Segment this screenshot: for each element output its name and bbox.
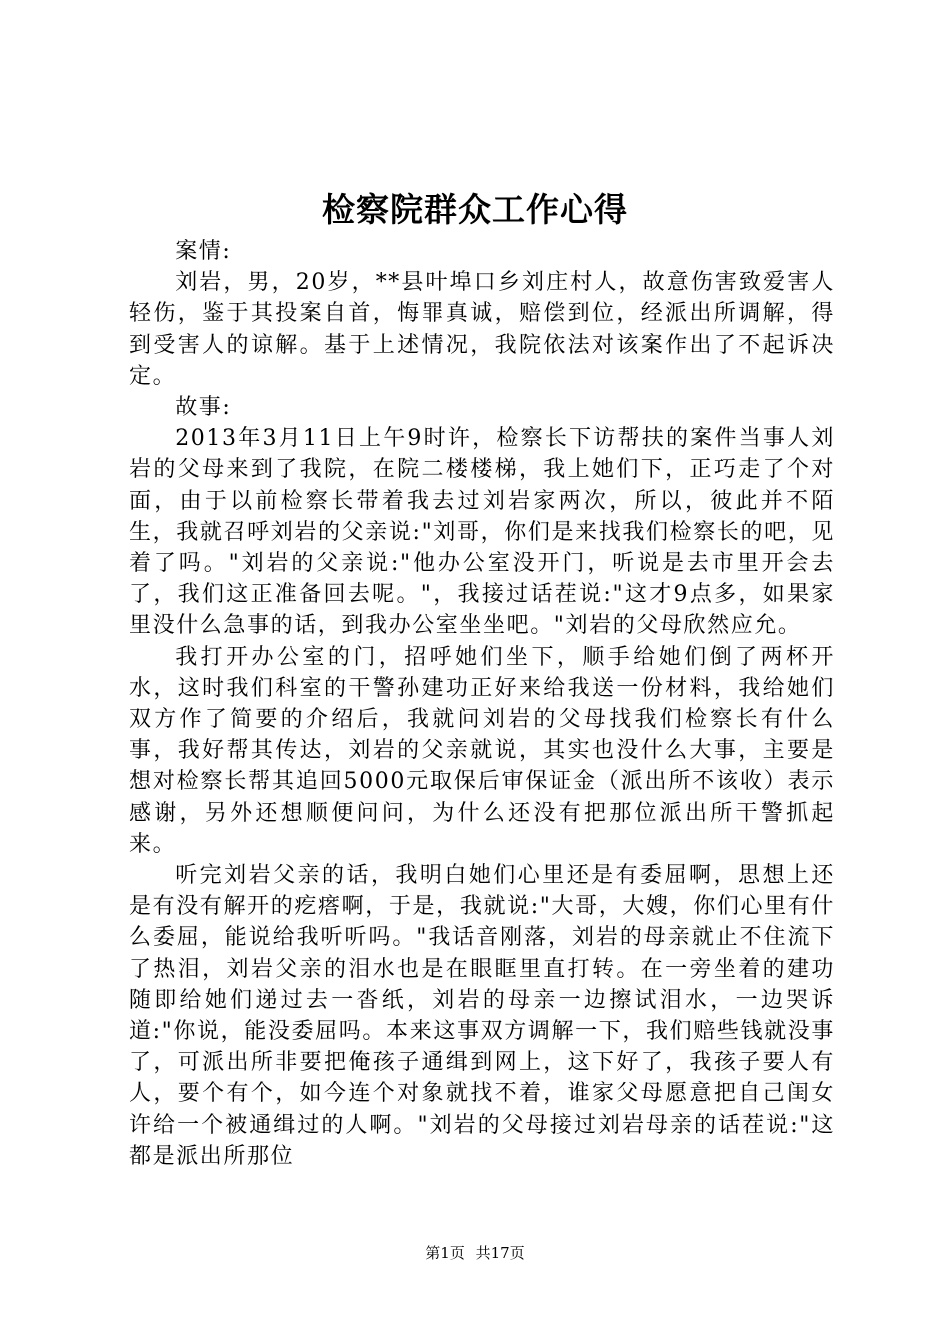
page-total: 共17页 xyxy=(475,1244,525,1262)
paragraph-story-heading: 故事: xyxy=(175,395,232,421)
paragraph-case-summary: 刘岩，男，20岁，**县叶埠口乡刘庄村人，故意伤害致爱害人轻伤，鉴于其投案自首，悔罪真诚，赔偿到位，经派出所调解，得到受害人的谅解。基于上述情况，我院依法对该案作出了不起诉决定。 xyxy=(129,270,835,389)
page-number: 第1页 xyxy=(425,1244,465,1262)
page-footer xyxy=(0,1243,950,1263)
document-title: 检察院群众工作心得 xyxy=(322,190,628,229)
document-body xyxy=(129,236,835,1172)
paragraph-story-2: 我打开办公室的门，招呼她们坐下，顺手给她们倒了两杯开水，这时我们科室的干警孙建功正好来给我送一份材料，我给她们双方作了简要的介绍后，我就问刘岩的父母找我们检察长有什么事，我好帮其传达，刘岩的父亲就说，其实也没什么大事，主要是想对检察长帮其追回5000元取保后审保证金（派出所不该收）表示感谢，另外还想顺便问问，为什么还没有把那位派出所干警抓起来。 xyxy=(129,644,835,857)
paragraph-story-3: 听完刘岩父亲的话，我明白她们心里还是有委屈啊，思想上还是有没有解开的疙瘩啊，于是，我就说:"大哥，大嫂，你们心里有什么委屈，能说给我听听吗。"我话音刚落，刘岩的母亲就止不住流下了热泪，刘岩父亲的泪水也是在眼眶里直打转。在一旁坐着的建功随即给她们递过去一沓纸，刘岩的母亲一边擦试泪水，一边哭诉道:"你说，能没委屈吗。本来这事双方调解一下，我们赔些钱就没事了，可派出所非要把俺孩子通缉到网上，这下好了，我孩子要人有人，要个有个，如今连个对象就找不着，谁家父母愿意把自己闺女许给一个被通缉过的人啊。"刘岩的父母接过刘岩母亲的话茬说:"这都是派出所那位 xyxy=(129,863,835,1169)
paragraph-case-heading: 案情: xyxy=(175,239,232,264)
paragraph-story-1: 2013年3月11日上午9时许，检察长下访帮扶的案件当事人刘岩的父母来到了我院，在院二楼楼梯，我上她们下，正巧走了个对面，由于以前检察长带着我去过刘岩家两次，所以，彼此并不陌生，我就召呼刘岩的父亲说:"刘哥，你们是来找我们检察长的吧，见着了吗。"刘岩的父亲说:"他办公室没开门，听说是去市里开会去了，我们这正准备回去呢。"，我接过话茬说:"这才9点多，如果家里没什么急事的话，到我办公室坐坐吧。"刘岩的父母欣然应允。 xyxy=(129,426,835,639)
